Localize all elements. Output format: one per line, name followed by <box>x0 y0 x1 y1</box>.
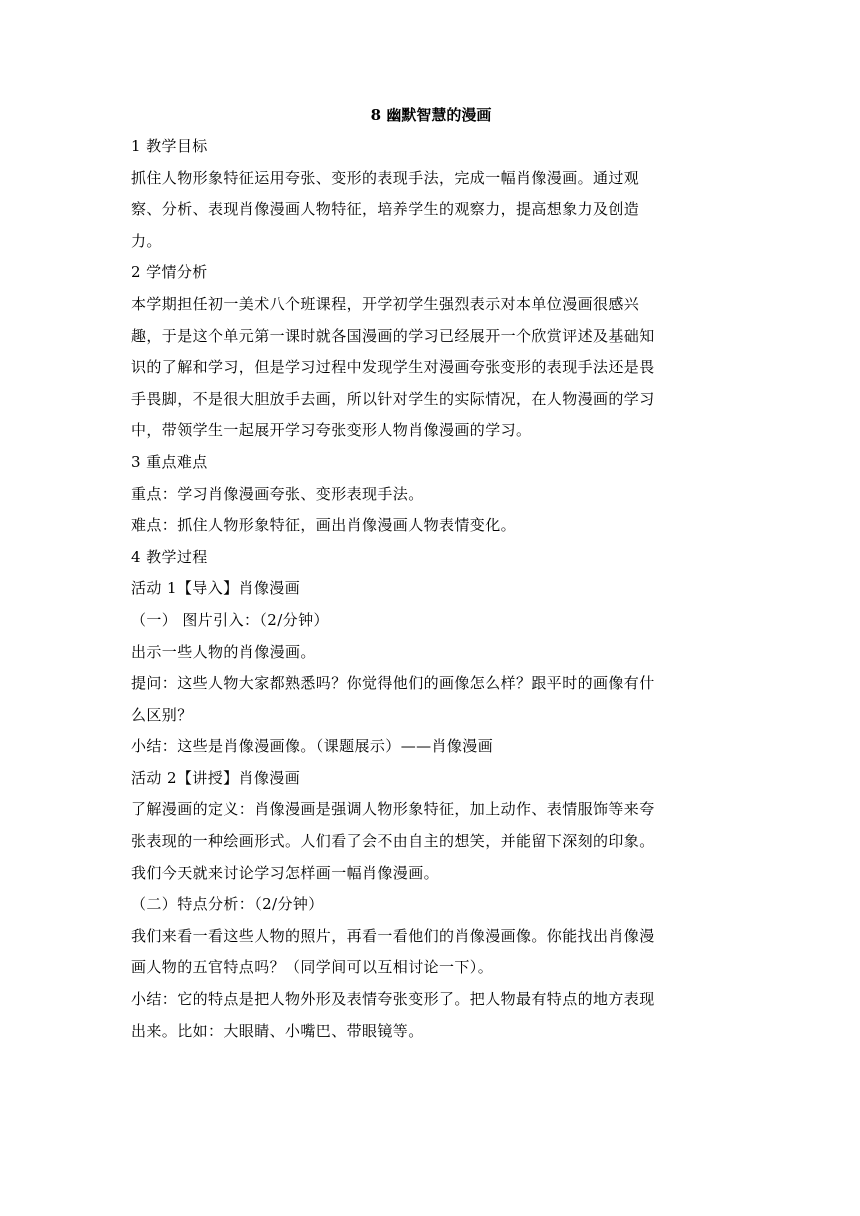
activity-heading: 活动 2【讲授】肖像漫画 <box>131 768 301 787</box>
paragraph-line: 察、分析、表现肖像漫画人物特征，培养学生的观察力，提高想象力及创造 <box>131 200 640 219</box>
section-heading: 2 学情分析 <box>131 263 208 282</box>
paragraph-line: 小结：这些是肖像漫画像。（课题展示）——肖像漫画 <box>131 737 494 756</box>
paragraph-line: 画人物的五官特点吗？（同学间可以互相讨论一下）。 <box>131 958 494 977</box>
paragraph-line: 么区别？ <box>131 705 193 724</box>
document-body <box>131 131 731 1047</box>
activity-heading: 活动 1【导入】肖像漫画 <box>131 579 301 598</box>
paragraph-line: 了解漫画的定义：肖像漫画是强调人物形象特征，加上动作、表情服饰等来夸 <box>131 800 655 819</box>
paragraph-line: 识的了解和学习，但是学习过程中发现学生对漫画夸张变形的表现手法还是畏 <box>131 358 655 377</box>
paragraph-line: 重点：学习肖像漫画夸张、变形表现手法。 <box>131 484 424 503</box>
paragraph-line: 提问：这些人物大家都熟悉吗？你觉得他们的画像怎么样？跟平时的画像有什 <box>131 674 655 693</box>
paragraph-line: 小结：它的特点是把人物外形及表情夸张变形了。把人物最有特点的地方表现 <box>131 990 655 1009</box>
subsection-heading: （一） 图片引入：（2/分钟） <box>131 610 329 629</box>
paragraph-line: 抓住人物形象特征运用夸张、变形的表现手法，完成一幅肖像漫画。通过观 <box>131 168 640 187</box>
paragraph-line: 出示一些人物的肖像漫画。 <box>131 642 316 661</box>
paragraph-line: 难点：抓住人物形象特征，画出肖像漫画人物表情变化。 <box>131 516 517 535</box>
paragraph-line: 手畏脚，不是很大胆放手去画，所以针对学生的实际情况，在人物漫画的学习 <box>131 389 655 408</box>
paragraph-line: 中，带领学生一起展开学习夸张变形人物肖像漫画的学习。 <box>131 421 532 440</box>
paragraph-line: 我们来看一看这些人物的照片，再看一看他们的肖像漫画像。你能找出肖像漫 <box>131 926 655 945</box>
document-title: 8 幽默智慧的漫画 <box>370 106 492 124</box>
document-page <box>131 100 731 1047</box>
paragraph-line: 本学期担任初一美术八个班课程，开学初学生强烈表示对本单位漫画很感兴 <box>131 294 640 313</box>
subsection-heading: （二）特点分析：（2/分钟） <box>131 895 324 914</box>
paragraph-line: 趣，于是这个单元第一课时就各国漫画的学习已经展开一个欣赏评述及基础知 <box>131 326 655 345</box>
paragraph-line: 张表现的一种绘画形式。人们看了会不由自主的想笑，并能留下深刻的印象。 <box>131 832 655 851</box>
section-heading: 3 重点难点 <box>131 452 208 471</box>
section-heading: 1 教学目标 <box>131 137 208 155</box>
section-heading: 4 教学过程 <box>131 547 208 566</box>
paragraph-line: 我们今天就来讨论学习怎样画一幅肖像漫画。 <box>131 863 440 882</box>
paragraph-line: 力。 <box>131 231 162 250</box>
paragraph-line: 出来。比如：大眼睛、小嘴巴、带眼镜等。 <box>131 1021 424 1040</box>
